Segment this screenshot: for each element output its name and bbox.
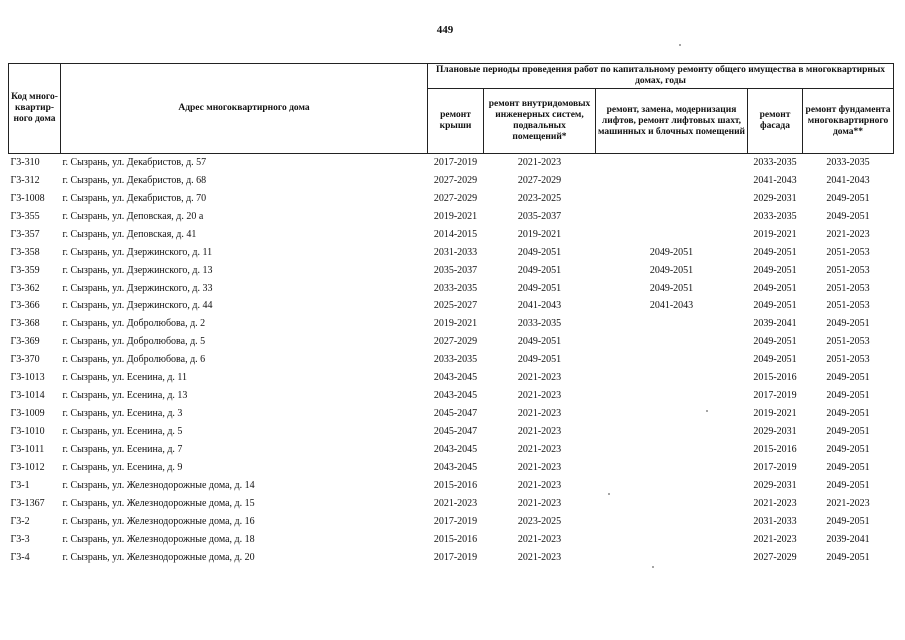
row-elevators-period (596, 387, 748, 405)
row-address: г. Сызрань, ул. Есенина, д. 9 (62, 461, 183, 473)
row-elevators-period (596, 513, 748, 531)
table-row (9, 262, 894, 280)
table-row (9, 351, 894, 369)
row-facade-period: 2049-2051 (753, 282, 797, 294)
row-foundation-period: 2049-2051 (826, 443, 870, 455)
row-foundation-period: 2049-2051 (826, 461, 870, 473)
row-utilities-period: 2021-2023 (517, 372, 562, 384)
table-header (9, 64, 894, 154)
row-facade-period: 2017-2019 (753, 390, 797, 402)
row-foundation-period: 2051-2053 (826, 354, 870, 366)
row-utilities-period: 2035-2037 (517, 210, 562, 222)
row-elevators-period: 2049-2051 (649, 282, 694, 294)
row-code: Г3-366 (10, 300, 40, 312)
row-utilities-period: 2023-2025 (517, 515, 562, 527)
row-address: г. Сызрань, ул. Есенина, д. 3 (62, 408, 183, 420)
row-utilities-period: 2021-2023 (517, 479, 562, 491)
row-facade-period: 2029-2031 (753, 192, 797, 204)
row-code: Г3-357 (10, 228, 40, 240)
table-row (9, 208, 894, 226)
row-code: Г3-1014 (10, 390, 45, 402)
row-roof-period: 2015-2016 (433, 533, 478, 545)
row-utilities-period: 2049-2051 (517, 354, 562, 366)
table-row (9, 298, 894, 316)
row-utilities-period: 2021-2023 (517, 533, 562, 545)
table-row (9, 477, 894, 495)
row-code: Г3-369 (10, 336, 40, 348)
row-address: г. Сызрань, ул. Декабристов, д. 68 (62, 174, 207, 186)
row-elevators-period (596, 423, 748, 441)
table-row (9, 369, 894, 387)
row-address: г. Сызрань, ул. Есенина, д. 7 (62, 443, 183, 455)
row-foundation-period: 2051-2053 (826, 300, 870, 312)
table-row (9, 280, 894, 298)
row-utilities-period: 2023-2025 (517, 192, 562, 204)
row-code: Г3-3 (10, 533, 30, 545)
row-utilities-period: 2021-2023 (517, 408, 562, 420)
row-code: Г3-1012 (10, 461, 45, 473)
table-row (9, 495, 894, 513)
row-utilities-period: 2049-2051 (517, 264, 562, 276)
row-roof-period: 2019-2021 (433, 318, 478, 330)
row-code: Г3-4 (10, 551, 30, 563)
row-code: Г3-310 (9, 154, 61, 172)
row-utilities-period: 2021-2023 (517, 497, 562, 509)
row-address: г. Сызрань, ул. Железнодорожные дома, д. 15 (62, 497, 255, 509)
row-facade-period: 2049-2051 (753, 246, 797, 258)
row-roof-period: 2014-2015 (433, 228, 478, 240)
row-roof-period: 2045-2047 (433, 408, 478, 420)
row-foundation-period: 2051-2053 (826, 264, 870, 276)
row-code: Г3-370 (10, 354, 40, 366)
row-address: г. Сызрань, ул. Декабристов, д. 70 (62, 192, 207, 204)
row-foundation-period: 2049-2051 (826, 551, 870, 563)
row-facade-period: 2029-2031 (753, 479, 797, 491)
row-facade-period: 2019-2021 (753, 408, 797, 420)
row-foundation-period: 2033-2035 (803, 154, 894, 172)
header-periods-group: Плановые периоды проведения работ по капитальному ремонту общего имущества в многоквартирных домах, годы (428, 64, 894, 89)
table-row (9, 226, 894, 244)
row-code: Г3-1 (10, 479, 30, 491)
row-facade-period: 2033-2035 (748, 154, 803, 172)
row-elevators-period (596, 495, 748, 513)
row-address: г. Сызрань, ул. Добролюбова, д. 6 (62, 354, 206, 366)
table-row (9, 423, 894, 441)
row-foundation-period: 2049-2051 (826, 408, 870, 420)
header-facade: ремонт фасада (748, 89, 803, 154)
row-code: Г3-1009 (10, 408, 45, 420)
row-roof-period: 2043-2045 (433, 461, 478, 473)
row-elevators-period (596, 441, 748, 459)
capital-repair-schedule-table (8, 63, 894, 567)
row-foundation-period: 2049-2051 (826, 479, 870, 491)
row-facade-period: 2049-2051 (753, 354, 797, 366)
row-facade-period: 2015-2016 (753, 443, 797, 455)
row-foundation-period: 2021-2023 (826, 228, 870, 240)
row-utilities-period: 2041-2043 (517, 300, 562, 312)
row-roof-period: 2035-2037 (433, 264, 478, 276)
row-address: г. Сызрань, ул. Деповская, д. 20 а (62, 210, 204, 222)
header-foundation: ремонт фундамента многоквартирного дома** (803, 89, 894, 154)
table-row (9, 315, 894, 333)
row-elevators-period (596, 531, 748, 549)
row-elevators-period (596, 190, 748, 208)
row-facade-period: 2049-2051 (753, 300, 797, 312)
table-row (9, 333, 894, 351)
row-utilities-period: 2027-2029 (517, 174, 562, 186)
header-address: Адрес многоквартирного дома (61, 64, 428, 154)
row-elevators-period (596, 226, 748, 244)
row-roof-period: 2043-2045 (433, 443, 478, 455)
row-elevators-period (596, 154, 748, 172)
row-code: Г3-1367 (10, 497, 45, 509)
row-code: Г3-355 (10, 210, 40, 222)
row-foundation-period: 2049-2051 (826, 390, 870, 402)
row-elevators-period (596, 208, 748, 226)
table-row (9, 154, 894, 172)
row-code: Г3-359 (10, 264, 40, 276)
table-body (9, 154, 894, 567)
row-address: г. Сызрань, ул. Есенина, д. 13 (62, 390, 188, 402)
table-row (9, 531, 894, 549)
row-code: Г3-1010 (10, 426, 45, 438)
row-roof-period: 2017-2019 (428, 154, 484, 172)
row-elevators-period: 2049-2051 (649, 246, 694, 258)
row-roof-period: 2043-2045 (433, 372, 478, 384)
table-row (9, 405, 894, 423)
row-facade-period: 2019-2021 (753, 228, 797, 240)
scan-speck (608, 493, 610, 495)
row-elevators-period (596, 549, 748, 567)
row-address: г. Сызрань, ул. Добролюбова, д. 2 (62, 318, 206, 330)
row-foundation-period: 2051-2053 (826, 246, 870, 258)
row-roof-period: 2021-2023 (433, 497, 478, 509)
row-facade-period: 2031-2033 (753, 515, 797, 527)
row-roof-period: 2045-2047 (433, 426, 478, 438)
row-roof-period: 2033-2035 (433, 354, 478, 366)
row-foundation-period: 2049-2051 (826, 192, 870, 204)
table-row (9, 190, 894, 208)
row-elevators-period (596, 369, 748, 387)
row-elevators-period (596, 333, 748, 351)
row-address: г. Сызрань, ул. Деповская, д. 41 (62, 228, 197, 240)
row-foundation-period: 2051-2053 (826, 282, 870, 294)
row-address: г. Сызрань, ул. Декабристов, д. 57 (61, 154, 428, 172)
table-row (9, 549, 894, 567)
header-code: Код много-квартир-ного дома (9, 64, 61, 154)
row-utilities-period: 2021-2023 (517, 551, 562, 563)
row-facade-period: 2021-2023 (753, 533, 797, 545)
row-elevators-period (596, 351, 748, 369)
row-utilities-period: 2021-2023 (517, 426, 562, 438)
row-foundation-period: 2039-2041 (826, 533, 870, 545)
row-address: г. Сызрань, ул. Железнодорожные дома, д. 14 (62, 479, 255, 491)
row-utilities-period: 2021-2023 (517, 461, 562, 473)
row-code: Г3-368 (10, 318, 40, 330)
table-row (9, 441, 894, 459)
row-elevators-period (596, 459, 748, 477)
row-roof-period: 2033-2035 (433, 282, 478, 294)
row-facade-period: 2029-2031 (753, 426, 797, 438)
row-elevators-period (596, 172, 748, 190)
row-elevators-period (596, 315, 748, 333)
row-roof-period: 2015-2016 (433, 479, 478, 491)
row-code: Г3-358 (10, 246, 40, 258)
scan-speck (706, 410, 708, 412)
row-facade-period: 2027-2029 (753, 551, 797, 563)
row-utilities-period: 2021-2023 (517, 443, 562, 455)
row-elevators-period (596, 405, 748, 423)
row-foundation-period: 2041-2043 (826, 174, 870, 186)
table-row (9, 513, 894, 531)
row-utilities-period: 2021-2023 (517, 390, 562, 402)
table-row (9, 244, 894, 262)
row-roof-period: 2027-2029 (433, 174, 478, 186)
row-elevators-period: 2049-2051 (649, 264, 694, 276)
header-elevators: ремонт, замена, модернизация лифтов, ремонт лифтовых шахт, машинных и блочных помещений (596, 89, 748, 154)
table-row (9, 387, 894, 405)
row-code: Г3-1011 (10, 443, 45, 455)
header-roof: ремонт крыши (428, 89, 484, 154)
row-roof-period: 2017-2019 (433, 551, 478, 563)
row-code: Г3-362 (10, 282, 40, 294)
row-foundation-period: 2021-2023 (826, 497, 870, 509)
row-facade-period: 2015-2016 (753, 372, 797, 384)
row-foundation-period: 2049-2051 (826, 372, 870, 384)
row-facade-period: 2049-2051 (753, 336, 797, 348)
row-utilities-period: 2033-2035 (517, 318, 562, 330)
row-roof-period: 2043-2045 (433, 390, 478, 402)
row-roof-period: 2027-2029 (433, 192, 478, 204)
header-utilities: ремонт внутридомовых инженерных систем, подвальных помещений* (484, 89, 596, 154)
row-roof-period: 2025-2027 (433, 300, 478, 312)
row-address: г. Сызрань, ул. Есенина, д. 5 (62, 426, 183, 438)
row-utilities-period: 2049-2051 (517, 246, 562, 258)
row-utilities-period: 2019-2021 (517, 228, 562, 240)
scan-speck (679, 44, 681, 46)
row-elevators-period: 2041-2043 (649, 300, 694, 312)
row-address: г. Сызрань, ул. Железнодорожные дома, д. 18 (62, 533, 255, 545)
table-row (9, 459, 894, 477)
row-roof-period: 2019-2021 (433, 210, 478, 222)
row-address: г. Сызрань, ул. Дзержинского, д. 11 (62, 246, 213, 258)
row-foundation-period: 2049-2051 (826, 210, 870, 222)
row-utilities-period: 2049-2051 (517, 336, 562, 348)
row-elevators-period (596, 477, 748, 495)
row-foundation-period: 2049-2051 (826, 515, 870, 527)
row-code: Г3-312 (10, 174, 40, 186)
row-roof-period: 2031-2033 (433, 246, 478, 258)
row-address: г. Сызрань, ул. Железнодорожные дома, д. 20 (62, 551, 255, 563)
row-facade-period: 2039-2041 (753, 318, 797, 330)
row-foundation-period: 2049-2051 (826, 426, 870, 438)
row-facade-period: 2041-2043 (753, 174, 797, 186)
row-address: г. Сызрань, ул. Дзержинского, д. 44 (62, 300, 213, 312)
row-address: г. Сызрань, ул. Есенина, д. 11 (62, 372, 188, 384)
scan-speck (652, 566, 654, 568)
row-foundation-period: 2049-2051 (826, 318, 870, 330)
row-address: г. Сызрань, ул. Дзержинского, д. 33 (62, 282, 213, 294)
row-roof-period: 2017-2019 (433, 515, 478, 527)
page-number: 449 (436, 24, 454, 36)
row-code: Г3-2 (10, 515, 30, 527)
row-facade-period: 2033-2035 (753, 210, 797, 222)
row-code: Г3-1013 (10, 372, 45, 384)
table-row (9, 172, 894, 190)
row-code: Г3-1008 (10, 192, 45, 204)
row-roof-period: 2027-2029 (433, 336, 478, 348)
row-address: г. Сызрань, ул. Дзержинского, д. 13 (62, 264, 213, 276)
row-facade-period: 2049-2051 (753, 264, 797, 276)
row-foundation-period: 2051-2053 (826, 336, 870, 348)
row-facade-period: 2021-2023 (753, 497, 797, 509)
row-facade-period: 2017-2019 (753, 461, 797, 473)
row-utilities-period: 2049-2051 (517, 282, 562, 294)
row-address: г. Сызрань, ул. Добролюбова, д. 5 (62, 336, 206, 348)
row-address: г. Сызрань, ул. Железнодорожные дома, д. 16 (62, 515, 255, 527)
row-utilities-period: 2021-2023 (484, 154, 596, 172)
